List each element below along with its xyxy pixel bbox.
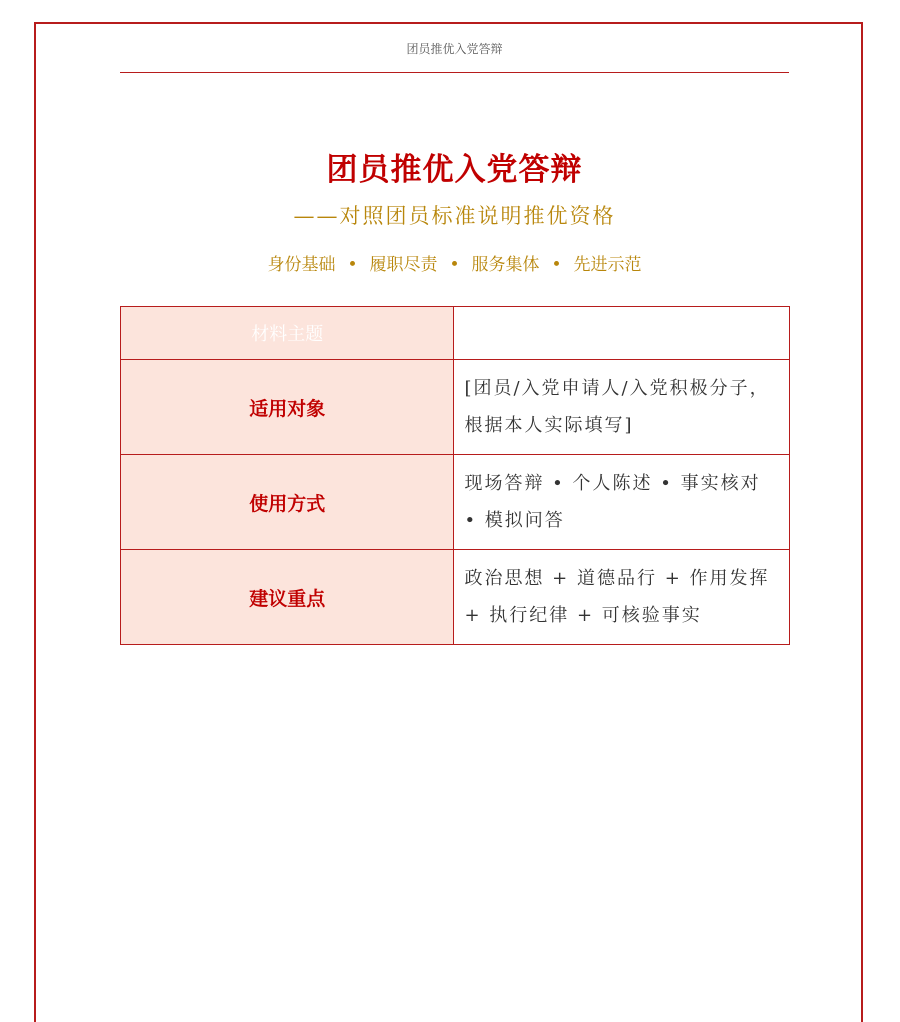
header-rule <box>120 72 789 73</box>
running-header: 团员推优入党答辩 <box>406 42 503 56</box>
table-row <box>121 550 790 645</box>
table-row <box>121 307 790 360</box>
row-label-topic: 材料主题 <box>121 307 454 360</box>
row-value-audience: [团员/入党申请人/入党积极分子，根据本人实际填写] <box>454 360 790 455</box>
table-row <box>121 360 790 455</box>
keyword-separator: • <box>347 255 358 275</box>
document-subtitle: ——对照团员标准说明推优资格 <box>293 204 616 228</box>
row-value-topic[interactable] <box>454 307 790 360</box>
row-label-usage: 使用方式 <box>121 455 454 550</box>
row-value-focus: 政治思想 + 道德品行 + 作用发挥 + 执行纪律 + 可核验事实 <box>454 550 790 645</box>
keyword-separator: • <box>449 255 460 275</box>
document-title: 团员推优入党答辩 <box>326 152 583 188</box>
keyword-separator: • <box>551 255 562 275</box>
row-value-usage: 现场答辩 • 个人陈述 • 事实核对 • 模拟问答 <box>454 455 790 550</box>
keyword-line <box>120 250 789 275</box>
info-table <box>120 306 790 645</box>
row-label-focus: 建议重点 <box>121 550 454 645</box>
keyword-item: 服务集体 <box>471 255 540 275</box>
table-row <box>121 455 790 550</box>
row-label-audience: 适用对象 <box>121 360 454 455</box>
keyword-item: 履职尽责 <box>369 255 438 275</box>
keyword-item: 先进示范 <box>573 255 642 275</box>
keyword-item: 身份基础 <box>267 255 336 275</box>
